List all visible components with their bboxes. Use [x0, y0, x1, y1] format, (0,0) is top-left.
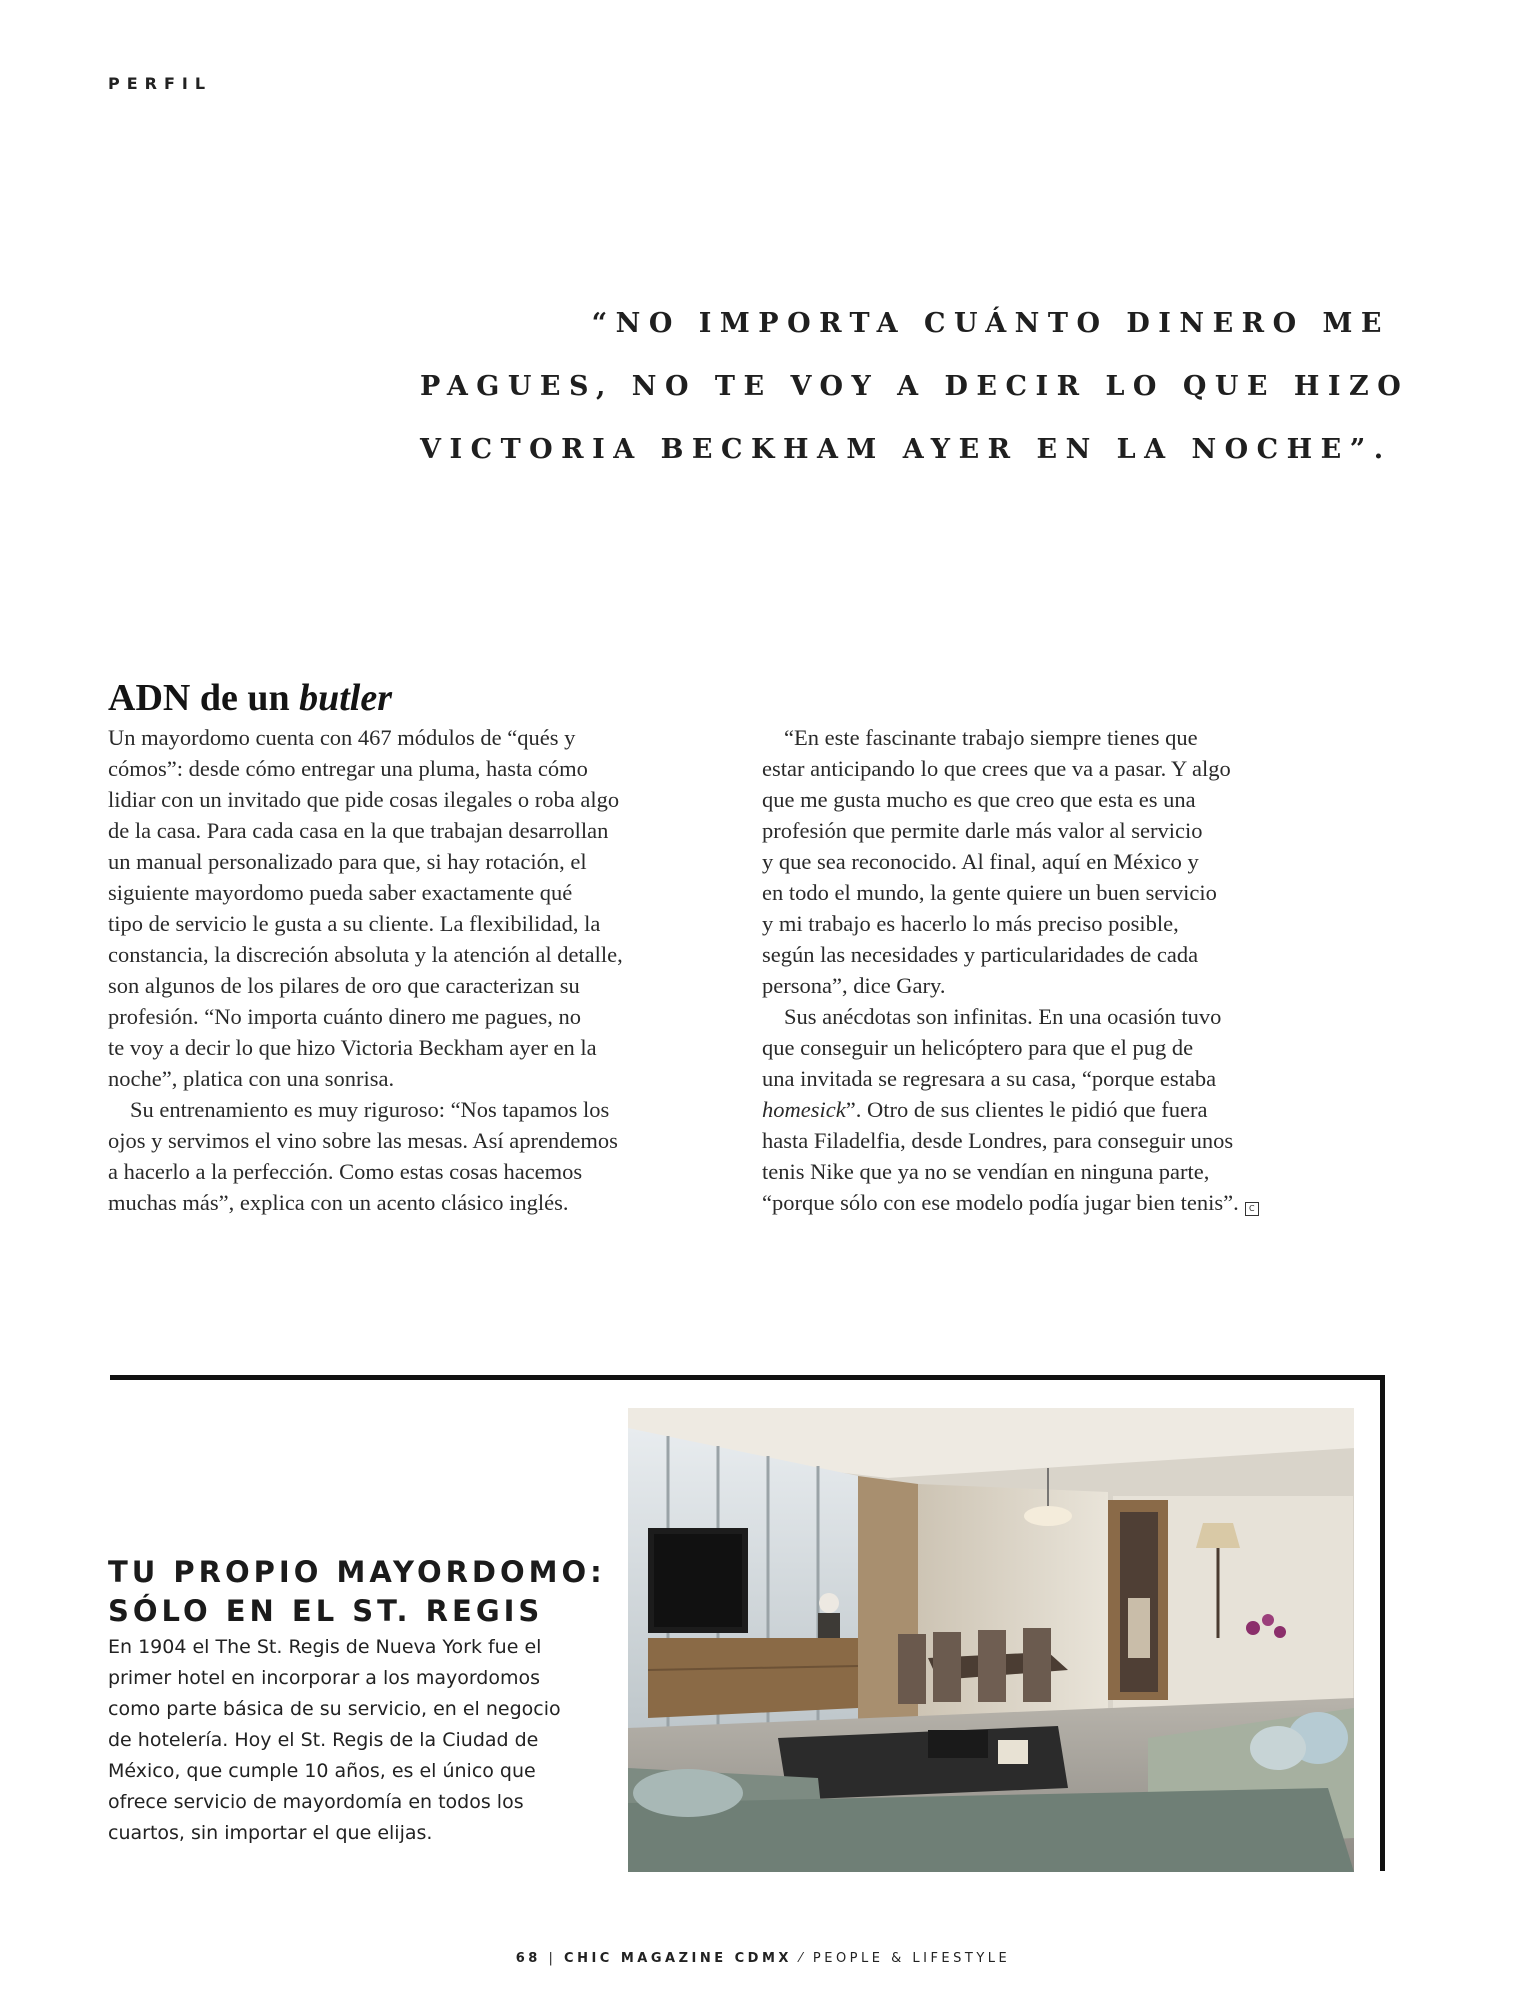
pull-quote-line: PAGUES, NO TE VOY A DECIR LO QUE HIZO: [420, 371, 1410, 402]
text-line: y que sea reconocido. Al final, aquí en México y: [762, 849, 1199, 874]
hotel-suite-illustration: [628, 1408, 1354, 1872]
text-line: según las necesidades y particularidades de cada: [762, 942, 1199, 967]
sidebar-rule-right: [1380, 1375, 1385, 1871]
text-line: profesión. “No importa cuánto dinero me pagues, no: [108, 1004, 581, 1029]
text-line: profesión que permite darle más valor al servicio: [762, 818, 1203, 843]
hotel-suite-photo: [628, 1408, 1354, 1872]
text-line: que conseguir un helicóptero para que el pug de: [762, 1035, 1194, 1060]
text-line: como parte básica de su servicio, en el negocio: [108, 1698, 561, 1720]
text-line: Sus anécdotas son infinitas. En una ocasión tuvo: [784, 1004, 1222, 1029]
article-heading-italic: butler: [299, 677, 393, 719]
text-line: [762, 1094, 1362, 1125]
end-of-article-icon: C: [1245, 1202, 1259, 1216]
text-line: constancia, la discreción absoluta y la atención al detalle,: [108, 942, 623, 967]
text-line: ofrece servicio de mayordomía en todos los: [108, 1791, 524, 1813]
text-line: Un mayordomo cuenta con 467 módulos de “qués y: [108, 725, 576, 750]
text-line: estar anticipando lo que crees que va a pasar. Y algo: [762, 756, 1231, 781]
text-line: [762, 1187, 1362, 1218]
footer-section: PEOPLE & LIFESTYLE: [812, 1951, 1011, 1966]
text-line: son algunos de los pilares de oro que caracterizan su: [108, 973, 580, 998]
text-line: a hacerlo a la perfección. Como estas cosas hacemos: [108, 1159, 583, 1184]
text-line: persona”, dice Gary.: [762, 973, 946, 998]
text-line: en todo el mundo, la gente quiere un buen servicio: [762, 880, 1217, 905]
footer-slash: ⁄: [799, 1951, 806, 1966]
text-line: de la casa. Para cada casa en la que trabajan desarrollan: [108, 818, 609, 843]
sidebar-title: [108, 1553, 606, 1631]
text-line: tenis Nike que ya no se vendían en ninguna parte,: [762, 1159, 1210, 1184]
text-fragment: ”. Otro de sus clientes le pidió que fuera: [845, 1097, 1208, 1122]
text-line: siguiente mayordomo pueda saber exactamente qué: [108, 880, 573, 905]
sidebar-title-line: TU PROPIO MAYORDOMO:: [108, 1555, 606, 1589]
text-line: “En este fascinante trabajo siempre tienes que: [784, 725, 1198, 750]
text-line: México, que cumple 10 años, es el único que: [108, 1760, 536, 1782]
text-line: noche”, platica con una sonrisa.: [108, 1066, 395, 1091]
text-line: En 1904 el The St. Regis de Nueva York fue el: [108, 1636, 542, 1658]
sidebar-title-line: SÓLO EN EL ST. REGIS: [108, 1594, 544, 1628]
text-line: ojos y servimos el vino sobre las mesas. Así aprendemos: [108, 1128, 618, 1153]
magazine-name: CHIC MAGAZINE CDMX: [564, 1951, 792, 1966]
text-line: cómos”: desde cómo entregar una pluma, hasta cómo: [108, 756, 588, 781]
pull-quote-line: VICTORIA BECKHAM AYER EN LA NOCHE”.: [420, 434, 1392, 465]
page-footer: [0, 1951, 1526, 1966]
text-line: Su entrenamiento es muy riguroso: “Nos tapamos los: [130, 1097, 610, 1122]
text-line: te voy a decir lo que hizo Victoria Beckham ayer en la: [108, 1035, 597, 1060]
article-heading-main: ADN de un: [108, 677, 290, 719]
text-line: cuartos, sin importar el que elijas.: [108, 1822, 433, 1844]
footer-separator: |: [548, 1951, 557, 1966]
pull-quote: [420, 292, 1410, 481]
text-line: muchas más”, explica con un acento clásico inglés.: [108, 1190, 569, 1215]
text-line: una invitada se regresara a su casa, “porque estaba: [762, 1066, 1217, 1091]
sidebar-rule-top: [110, 1375, 1385, 1380]
text-line: primer hotel en incorporar a los mayordomos: [108, 1667, 541, 1689]
page-number: 68: [515, 1951, 541, 1966]
sidebar-body: [108, 1632, 608, 1849]
section-label: PERFIL: [108, 74, 213, 93]
pull-quote-line: “NO IMPORTA CUÁNTO DINERO ME: [591, 308, 1390, 339]
text-line: que me gusta mucho es que creo que esta es una: [762, 787, 1196, 812]
text-fragment: “porque sólo con ese modelo podía jugar bien tenis”.: [762, 1190, 1239, 1215]
article-column-right: [762, 722, 1362, 1218]
text-line: y mi trabajo es hacerlo lo más preciso posible,: [762, 911, 1179, 936]
text-line: lidiar con un invitado que pide cosas ilegales o roba algo: [108, 787, 620, 812]
text-line: de hotelería. Hoy el St. Regis de la Ciudad de: [108, 1729, 539, 1751]
article-column-left: [108, 722, 738, 1218]
italic-word: homesick: [762, 1097, 846, 1122]
article-heading: [108, 676, 392, 720]
text-line: tipo de servicio le gusta a su cliente. La flexibilidad, la: [108, 911, 601, 936]
text-line: un manual personalizado para que, si hay rotación, el: [108, 849, 587, 874]
text-line: hasta Filadelfia, desde Londres, para conseguir unos: [762, 1128, 1234, 1153]
